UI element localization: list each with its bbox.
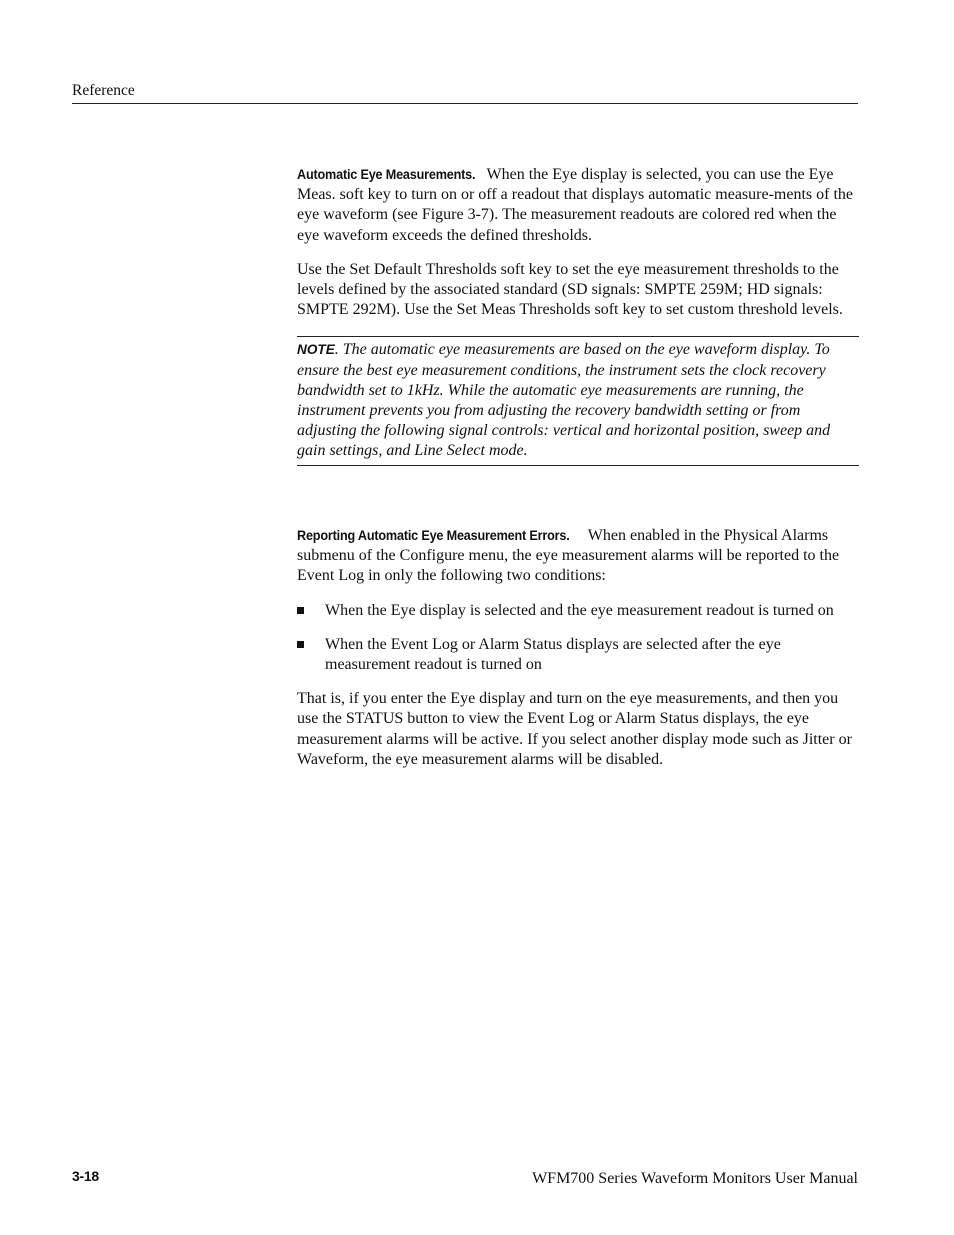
thresholds-paragraph: Use the Set Default Thresholds soft key to set the eye measurement thresholds to the levels defined by the associated standard (SD signals: SMPTE 259M; HD signals: SMPTE 292M). Use the Set Meas Thresholds soft key to set custom threshold levels.: [297, 260, 843, 319]
errors-paragraph: [297, 526, 859, 587]
conditions-list: [297, 601, 859, 676]
page-content: [297, 165, 859, 770]
running-header: Reference: [72, 82, 135, 99]
square-bullet-icon: [297, 641, 304, 648]
header-rule: [72, 103, 858, 104]
note-box: [297, 336, 859, 466]
eye-measurements-body: When the Eye display is selected, you can use the Eye Meas. soft key to turn on or off a readout that displays automatic measure-ments of the eye waveform (see Figure 3-7). The measurement readouts are colored red when the eye waveform exceeds the defined thresholds.: [297, 166, 853, 244]
note-label: NOTE: [297, 342, 335, 358]
page-number: 3-18: [72, 1168, 99, 1184]
closing-paragraph: That is, if you enter the Eye display and turn on the eye measurements, and then you use the STATUS button to view the Event Log or Alarm Status displays, the eye measurement alarms will be active. If you select another display mode such as Jitter or Waveform, the eye measurement alarms will be disabled.: [297, 690, 852, 768]
list-item: [297, 601, 859, 621]
list-item-text: When the Eye display is selected and the eye measurement readout is turned on: [325, 601, 834, 619]
square-bullet-icon: [297, 607, 304, 614]
list-item: [297, 635, 859, 675]
eye-measurements-paragraph: [297, 165, 859, 246]
errors-body: When enabled in the Physical Alarms submenu of the Configure menu, the eye measurement alarms will be reported to the Event Log in only the following two conditions:: [297, 526, 840, 585]
note-text: . The automatic eye measurements are based on the eye waveform display. To ensure the best eye measurement conditions, the instrument sets the clock recovery bandwidth set to 1kHz. While the automatic eye measurements are running, the instrument prevents you from adjusting the recovery bandwidth setting or from adjusting the following signal controls: vertical and horizontal position, sweep and gain settings, and Line Select mode.: [297, 341, 831, 459]
errors-heading: Reporting Automatic Eye Measurement Errors.: [297, 527, 570, 543]
eye-measurements-heading: Automatic Eye Measurements.: [297, 167, 476, 182]
list-item-text: When the Event Log or Alarm Status displays are selected after the eye measurement readout is turned on: [325, 635, 781, 673]
manual-title: WFM700 Series Waveform Monitors User Manual: [532, 1170, 858, 1187]
